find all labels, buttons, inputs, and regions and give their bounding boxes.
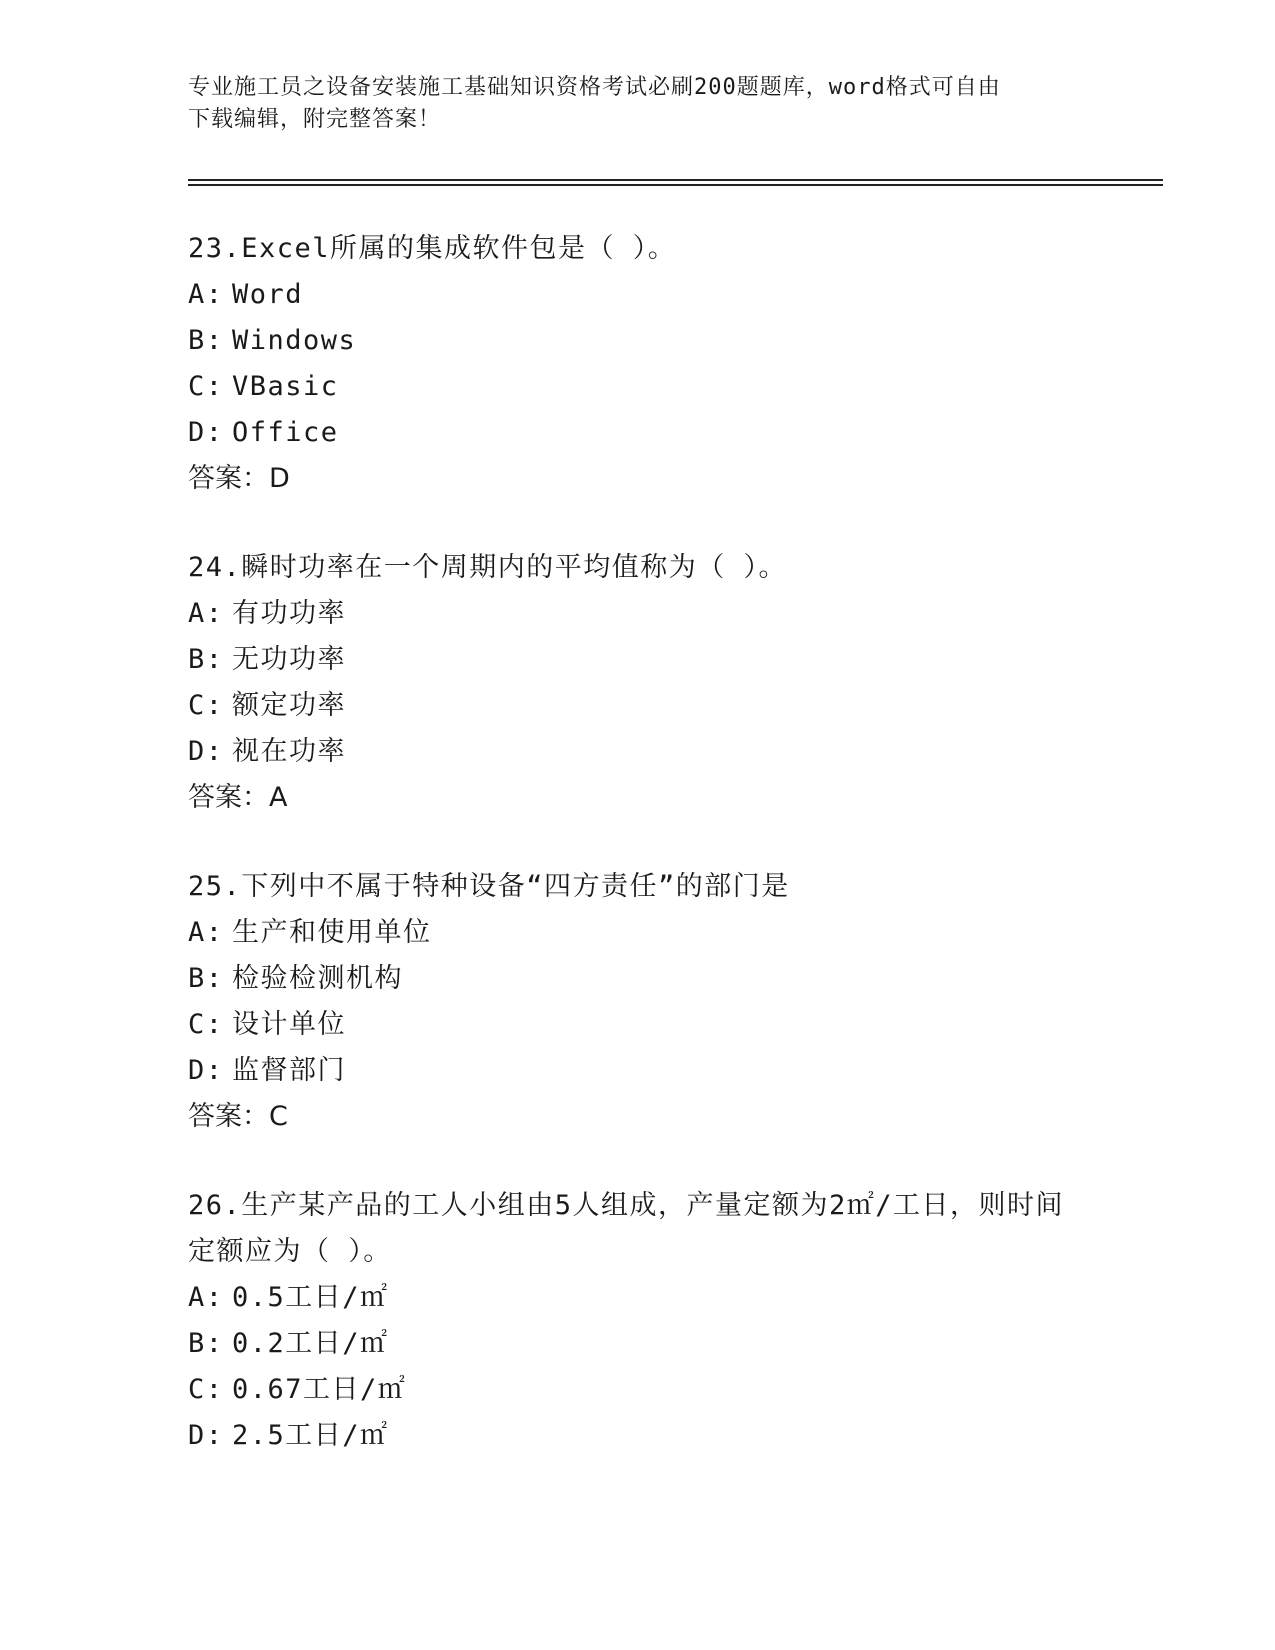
option-c — [188, 1367, 1188, 1413]
option-key: D: — [188, 417, 224, 448]
option-b — [188, 318, 1188, 364]
answer-line: 答案：D — [188, 463, 290, 494]
option-key: D: — [188, 1055, 224, 1086]
option-key: B: — [188, 1328, 224, 1359]
question-24 — [188, 545, 1188, 821]
option-text: Office — [232, 417, 339, 448]
document-header — [188, 72, 1088, 136]
option-d — [188, 1413, 1188, 1459]
question-stem: 24.瞬时功率在一个周期内的平均值称为（ ）。 — [188, 552, 788, 583]
option-text: 2.5工日/㎡ — [232, 1420, 389, 1451]
option-key: D: — [188, 1420, 224, 1451]
option-text: 视在功率 — [232, 736, 346, 767]
option-text: 无功功率 — [232, 644, 346, 675]
option-text: Windows — [232, 325, 357, 356]
option-key: A: — [188, 598, 224, 629]
option-key: B: — [188, 325, 224, 356]
option-text: 0.67工日/㎡ — [232, 1374, 407, 1405]
question-stem: 25.下列中不属于特种设备“四方责任”的部门是 — [188, 871, 790, 902]
option-a — [188, 591, 1188, 637]
option-text: 检验检测机构 — [232, 963, 403, 994]
option-text: 有功功率 — [232, 598, 346, 629]
option-key: A: — [188, 917, 224, 948]
option-text: 0.5工日/㎡ — [232, 1282, 389, 1313]
option-b — [188, 637, 1188, 683]
option-key: D: — [188, 736, 224, 767]
option-d — [188, 729, 1188, 775]
option-text: 0.2工日/㎡ — [232, 1328, 389, 1359]
question-23 — [188, 226, 1188, 502]
option-key: C: — [188, 1374, 224, 1405]
answer-line: 答案：A — [188, 782, 288, 813]
option-text: 监督部门 — [232, 1055, 346, 1086]
option-c — [188, 364, 1188, 410]
option-b — [188, 956, 1188, 1002]
option-text: VBasic — [232, 371, 339, 402]
question-stem: 26.生产某产品的工人小组由5人组成，产量定额为2㎡/工日，则时间 — [188, 1190, 1065, 1221]
option-key: C: — [188, 371, 224, 402]
option-text: 额定功率 — [232, 690, 346, 721]
option-d — [188, 410, 1188, 456]
option-key: A: — [188, 1282, 224, 1313]
option-text: 设计单位 — [232, 1009, 346, 1040]
question-25 — [188, 864, 1188, 1140]
header-line-1: 专业施工员之设备安装施工基础知识资格考试必刷200题题库，word格式可自由 — [188, 75, 1001, 100]
option-key: A: — [188, 279, 224, 310]
option-c — [188, 1002, 1188, 1048]
question-26 — [188, 1183, 1188, 1459]
option-key: B: — [188, 963, 224, 994]
option-key: C: — [188, 690, 224, 721]
option-a — [188, 1275, 1188, 1321]
option-a — [188, 272, 1188, 318]
header-divider-top — [188, 179, 1163, 181]
option-text: Word — [232, 279, 304, 310]
header-line-2: 下载编辑，附完整答案！ — [188, 107, 442, 132]
option-d — [188, 1048, 1188, 1094]
question-stem-continued: 定额应为（ ）。 — [188, 1236, 392, 1267]
question-stem: 23.Excel所属的集成软件包是（ ）。 — [188, 233, 677, 264]
option-key: B: — [188, 644, 224, 675]
option-c — [188, 683, 1188, 729]
header-divider-bottom — [188, 184, 1163, 186]
answer-line: 答案：C — [188, 1101, 288, 1132]
option-a — [188, 910, 1188, 956]
option-text: 生产和使用单位 — [232, 917, 432, 948]
option-b — [188, 1321, 1188, 1367]
option-key: C: — [188, 1009, 224, 1040]
